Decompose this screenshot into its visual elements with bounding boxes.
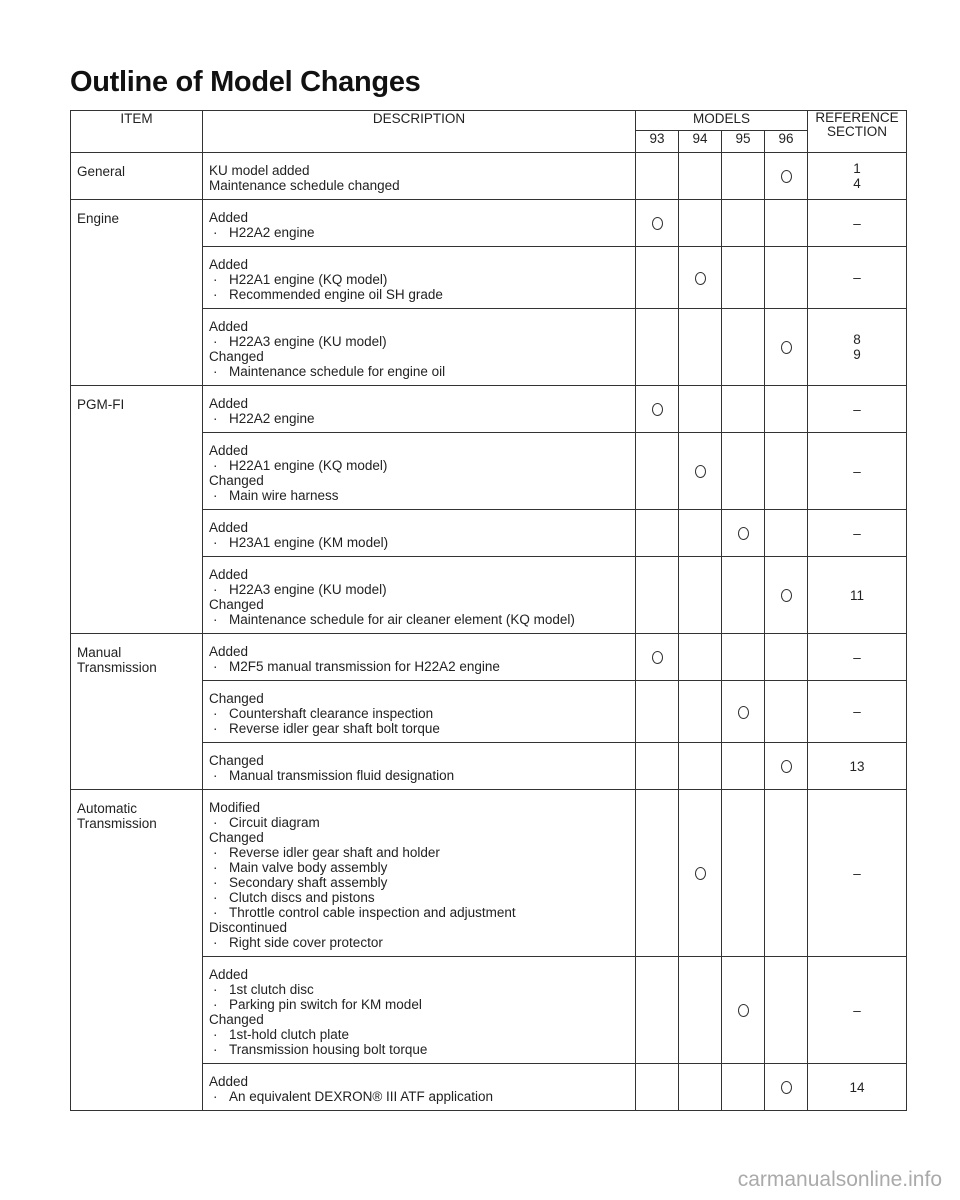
model-94-cell <box>679 153 722 200</box>
description-heading: KU model added <box>209 163 310 178</box>
model-94-cell <box>679 309 722 386</box>
description-heading: Changed <box>209 691 264 706</box>
model-94-cell <box>679 1064 722 1111</box>
description-heading: Added <box>209 520 249 535</box>
model-93-cell <box>636 153 679 200</box>
description-bullet: · Main valve body assembly <box>209 860 629 875</box>
reference-section: – <box>853 401 861 417</box>
model-96-cell <box>765 153 808 200</box>
applicable-circle-icon <box>781 589 792 602</box>
header-item: ITEM <box>71 111 203 153</box>
description-bullet: · Reverse idler gear shaft and holder <box>209 845 629 860</box>
model-95-cell <box>722 247 765 309</box>
applicable-circle-icon <box>695 465 706 478</box>
model-93-cell <box>636 386 679 433</box>
description-heading: Modified <box>209 800 261 815</box>
model-94-cell <box>679 557 722 634</box>
reference-section: 8 9 <box>853 332 861 362</box>
description-heading: Added <box>209 567 249 582</box>
model-94-cell <box>679 634 722 681</box>
header-year-96: 96 <box>765 131 808 153</box>
description-bullet: · Reverse idler gear shaft bolt torque <box>209 721 629 736</box>
header-models: MODELS <box>636 111 808 131</box>
description-bullet: · 1st clutch disc <box>209 982 629 997</box>
description-bullet: · Secondary shaft assembly <box>209 875 629 890</box>
description-cell <box>203 790 636 957</box>
model-94-cell <box>679 247 722 309</box>
applicable-circle-icon <box>695 272 706 285</box>
model-93-cell <box>636 957 679 1064</box>
reference-cell <box>808 681 907 743</box>
description-bullet: · H22A1 engine (KQ model) <box>209 272 629 287</box>
reference-cell <box>808 200 907 247</box>
reference-section: 14 <box>849 1079 865 1095</box>
table-row <box>71 153 907 200</box>
reference-section: – <box>853 463 861 479</box>
reference-cell <box>808 634 907 681</box>
description-bullet: · H22A2 engine <box>209 225 629 240</box>
description-cell <box>203 681 636 743</box>
description-bullet: · Clutch discs and pistons <box>209 890 629 905</box>
item-cell <box>71 634 203 790</box>
applicable-circle-icon <box>652 403 663 416</box>
page-title: Outline of Model Changes <box>70 66 421 98</box>
description-cell <box>203 1064 636 1111</box>
model-93-cell <box>636 1064 679 1111</box>
reference-cell <box>808 510 907 557</box>
description-heading: Added <box>209 644 249 659</box>
reference-section: – <box>853 270 861 285</box>
model-94-cell <box>679 200 722 247</box>
applicable-circle-icon <box>738 1004 749 1017</box>
description-cell <box>203 510 636 557</box>
description-cell <box>203 247 636 309</box>
model-95-cell <box>722 153 765 200</box>
item-cell <box>71 200 203 386</box>
description-cell <box>203 153 636 200</box>
description-cell <box>203 634 636 681</box>
description-bullet: · H23A1 engine (KM model) <box>209 535 629 550</box>
model-96-cell <box>765 957 808 1064</box>
reference-section: 11 <box>850 587 865 603</box>
description-bullet: · Countershaft clearance inspection <box>209 706 629 721</box>
table-row <box>71 790 907 957</box>
model-93-cell <box>636 247 679 309</box>
description-cell <box>203 386 636 433</box>
description-bullet: · M2F5 manual transmission for H22A2 engine <box>209 659 629 674</box>
applicable-circle-icon <box>781 341 792 354</box>
item-label: Manual Transmission <box>77 645 157 675</box>
model-95-cell <box>722 743 765 790</box>
reference-cell <box>808 433 907 510</box>
model-96-cell <box>765 433 808 510</box>
header-reference: REFERENCE SECTION <box>808 111 907 153</box>
description-heading: Added <box>209 257 249 272</box>
model-94-cell <box>679 433 722 510</box>
item-cell <box>71 386 203 634</box>
reference-cell <box>808 309 907 386</box>
site-watermark: carmanualsonline.info <box>737 1168 942 1191</box>
model-96-cell <box>765 386 808 433</box>
reference-cell <box>808 557 907 634</box>
model-changes-table <box>70 110 907 1111</box>
description-bullet: · Main wire harness <box>209 488 629 503</box>
applicable-circle-icon <box>738 706 749 719</box>
model-94-cell <box>679 510 722 557</box>
model-96-cell <box>765 309 808 386</box>
reference-cell <box>808 247 907 309</box>
description-bullet: · H22A3 engine (KU model) <box>209 582 629 597</box>
model-95-cell <box>722 790 765 957</box>
model-96-cell <box>765 200 808 247</box>
description-bullet: · Circuit diagram <box>209 815 629 830</box>
model-96-cell <box>765 557 808 634</box>
model-95-cell <box>722 309 765 386</box>
description-heading: Changed <box>209 349 264 364</box>
model-93-cell <box>636 309 679 386</box>
description-heading: Added <box>209 1074 249 1089</box>
description-bullet: · Transmission housing bolt torque <box>209 1042 629 1057</box>
description-bullet: · H22A2 engine <box>209 411 629 426</box>
header-description: DESCRIPTION <box>203 111 636 153</box>
model-94-cell <box>679 681 722 743</box>
model-93-cell <box>636 510 679 557</box>
description-heading: Added <box>209 443 249 458</box>
description-cell <box>203 557 636 634</box>
model-95-cell <box>722 681 765 743</box>
reference-section: – <box>853 1002 861 1018</box>
description-bullet: · Right side cover protector <box>209 935 629 950</box>
description-cell <box>203 309 636 386</box>
description-cell <box>203 957 636 1064</box>
description-heading: Added <box>209 396 249 411</box>
description-bullet: · An equivalent DEXRON® III ATF application <box>209 1089 629 1104</box>
reference-section: 1 4 <box>853 161 861 191</box>
description-cell <box>203 743 636 790</box>
model-95-cell <box>722 386 765 433</box>
reference-section: – <box>853 525 861 541</box>
model-95-cell <box>722 957 765 1064</box>
applicable-circle-icon <box>781 760 792 773</box>
model-95-cell <box>722 510 765 557</box>
reference-section: – <box>853 649 861 665</box>
description-heading: Discontinued <box>209 920 288 935</box>
item-cell <box>71 790 203 1111</box>
header-year-95: 95 <box>722 131 765 153</box>
applicable-circle-icon <box>781 170 792 183</box>
applicable-circle-icon <box>738 527 749 540</box>
table-row <box>71 634 907 681</box>
model-94-cell <box>679 957 722 1064</box>
model-96-cell <box>765 510 808 557</box>
description-heading: Added <box>209 210 249 225</box>
description-bullet: · Parking pin switch for KM model <box>209 997 629 1012</box>
reference-cell <box>808 386 907 433</box>
applicable-circle-icon <box>781 1081 792 1094</box>
description-bullet: · Recommended engine oil SH grade <box>209 287 629 302</box>
description-heading: Added <box>209 967 249 982</box>
model-93-cell <box>636 557 679 634</box>
model-94-cell <box>679 386 722 433</box>
description-bullet: · H22A3 engine (KU model) <box>209 334 629 349</box>
reference-cell <box>808 153 907 200</box>
description-heading: Changed <box>209 753 264 768</box>
description-cell <box>203 433 636 510</box>
reference-section: – <box>853 704 861 719</box>
header-year-93: 93 <box>636 131 679 153</box>
model-95-cell <box>722 634 765 681</box>
description-heading: Changed <box>209 473 264 488</box>
reference-cell <box>808 1064 907 1111</box>
model-93-cell <box>636 200 679 247</box>
model-93-cell <box>636 681 679 743</box>
description-heading: Added <box>209 319 249 334</box>
model-94-cell <box>679 743 722 790</box>
header-year-94: 94 <box>679 131 722 153</box>
reference-section: 13 <box>849 758 865 774</box>
applicable-circle-icon <box>652 217 663 230</box>
model-93-cell <box>636 743 679 790</box>
reference-section: – <box>853 865 861 881</box>
table-body <box>71 153 907 1111</box>
reference-section: – <box>853 215 861 231</box>
description-heading: Changed <box>209 830 264 845</box>
description-bullet: · Throttle control cable inspection and adjustment <box>209 905 629 920</box>
item-label: General <box>77 164 126 179</box>
item-cell <box>71 153 203 200</box>
description-bullet: · Maintenance schedule for engine oil <box>209 364 629 379</box>
description-cell <box>203 200 636 247</box>
applicable-circle-icon <box>695 867 706 880</box>
reference-cell <box>808 790 907 957</box>
model-95-cell <box>722 200 765 247</box>
reference-cell <box>808 743 907 790</box>
item-label: PGM-FI <box>77 397 125 412</box>
model-93-cell <box>636 634 679 681</box>
model-95-cell <box>722 557 765 634</box>
description-heading: Changed <box>209 597 264 612</box>
table-row <box>71 386 907 433</box>
model-93-cell <box>636 433 679 510</box>
model-94-cell <box>679 790 722 957</box>
model-96-cell <box>765 1064 808 1111</box>
item-label: Automatic Transmission <box>77 801 157 831</box>
model-96-cell <box>765 681 808 743</box>
model-96-cell <box>765 743 808 790</box>
model-96-cell <box>765 790 808 957</box>
model-95-cell <box>722 1064 765 1111</box>
model-96-cell <box>765 247 808 309</box>
model-96-cell <box>765 634 808 681</box>
model-95-cell <box>722 433 765 510</box>
description-heading: Changed <box>209 1012 264 1027</box>
description-bullet: · Maintenance schedule for air cleaner element (KQ model) <box>209 612 629 627</box>
applicable-circle-icon <box>652 651 663 664</box>
reference-cell <box>808 957 907 1064</box>
description-bullet: · 1st-hold clutch plate <box>209 1027 629 1042</box>
description-bullet: · Manual transmission fluid designation <box>209 768 629 783</box>
description-heading: Maintenance schedule changed <box>209 178 400 193</box>
description-bullet: · H22A1 engine (KQ model) <box>209 458 629 473</box>
model-93-cell <box>636 790 679 957</box>
item-label: Engine <box>77 211 120 226</box>
table-row <box>71 200 907 247</box>
